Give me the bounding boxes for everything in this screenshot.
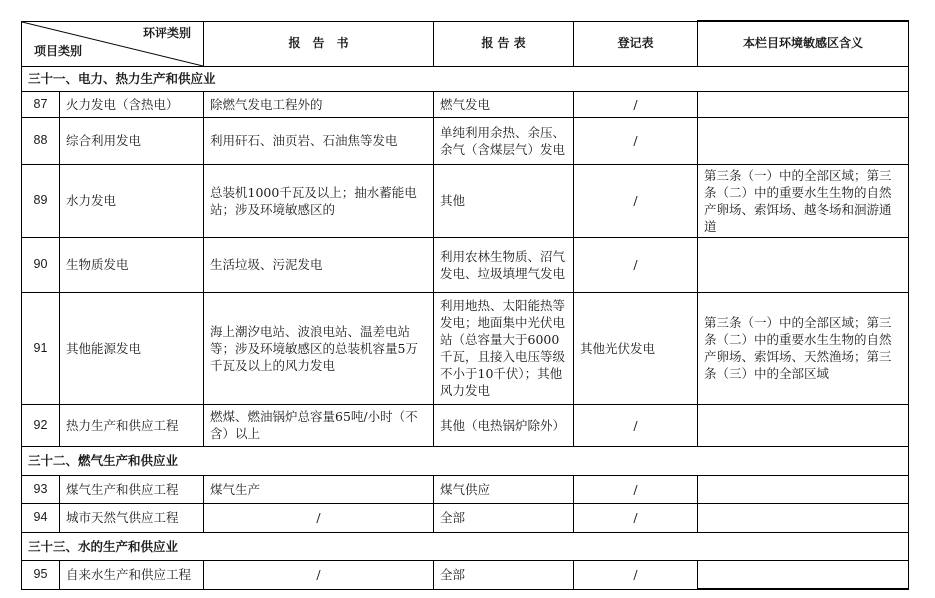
section-title: 三十三、水的生产和供应业 <box>22 532 909 560</box>
row-number: 91 <box>22 292 60 404</box>
header-eia-category: 环评类别 <box>142 25 191 40</box>
registration-cell: / <box>574 560 698 589</box>
project-name: 煤气生产和供应工程 <box>60 475 204 503</box>
row-number: 89 <box>22 164 60 237</box>
project-name: 城市天然气供应工程 <box>60 503 204 532</box>
row-number: 88 <box>22 117 60 164</box>
header-project-category: 项目类别 <box>34 43 83 58</box>
report-form-cell: 单纯利用余热、余压、余气（含煤层气）发电 <box>434 117 574 164</box>
report-form-cell: 煤气供应 <box>434 475 574 503</box>
sensitive-cell: 第三条（一）中的全部区域；第三条（二）中的重要水生生物的自然产卵场、索饵场、越冬场和洄游通道 <box>698 164 909 237</box>
row-number: 92 <box>22 404 60 446</box>
table-row <box>22 164 909 237</box>
registration-cell: / <box>574 404 698 446</box>
project-name: 火力发电（含热电） <box>60 91 204 117</box>
section-row <box>22 66 909 91</box>
header-report-book: 报 告 书 <box>204 21 434 66</box>
report-form-cell: 其他 <box>434 164 574 237</box>
registration-cell: / <box>574 475 698 503</box>
diagonal-header-cell <box>22 21 204 66</box>
header-registration: 登记表 <box>574 21 698 66</box>
header-sensitive-area: 本栏目环境敏感区含义 <box>698 21 909 66</box>
table-row <box>22 237 909 292</box>
table-row <box>22 292 909 404</box>
project-name: 综合利用发电 <box>60 117 204 164</box>
project-name: 其他能源发电 <box>60 292 204 404</box>
sensitive-cell <box>698 475 909 503</box>
row-number: 94 <box>22 503 60 532</box>
report-book-cell: 除燃气发电工程外的 <box>204 91 434 117</box>
row-number: 95 <box>22 560 60 589</box>
sensitive-cell <box>698 117 909 164</box>
table-row <box>22 475 909 503</box>
report-book-cell: 生活垃圾、污泥发电 <box>204 237 434 292</box>
section-row <box>22 532 909 560</box>
report-form-cell: 全部 <box>434 560 574 589</box>
sensitive-cell <box>698 503 909 532</box>
sensitive-cell <box>698 237 909 292</box>
sensitive-cell: 第三条（一）中的全部区域；第三条（二）中的重要水生生物的自然产卵场、索饵场、天然渔场；第三条（三）中的全部区域 <box>698 292 909 404</box>
registration-cell: 其他光伏发电 <box>574 292 698 404</box>
table-row <box>22 91 909 117</box>
registration-cell: / <box>574 164 698 237</box>
report-form-cell: 其他（电热锅炉除外） <box>434 404 574 446</box>
registration-cell: / <box>574 91 698 117</box>
project-name: 自来水生产和供应工程 <box>60 560 204 589</box>
report-book-cell: 海上潮汐电站、波浪电站、温差电站等；涉及环境敏感区的总装机容量5万千瓦及以上的风力发电 <box>204 292 434 404</box>
header-report-form: 报 告 表 <box>434 21 574 66</box>
row-number: 93 <box>22 475 60 503</box>
project-name: 热力生产和供应工程 <box>60 404 204 446</box>
report-form-cell: 利用地热、太阳能热等发电；地面集中光伏电站（总容量大于6000千瓦，且接入电压等级不小于10千伏）；其他风力发电 <box>434 292 574 404</box>
report-book-cell: 利用矸石、油页岩、石油焦等发电 <box>204 117 434 164</box>
eia-classification-table <box>21 20 909 590</box>
sensitive-cell <box>698 404 909 446</box>
sensitive-cell <box>698 91 909 117</box>
table-header-row <box>22 21 909 66</box>
table-row <box>22 404 909 446</box>
report-book-cell: 燃煤、燃油锅炉总容量65吨/小时（不含）以上 <box>204 404 434 446</box>
row-number: 87 <box>22 91 60 117</box>
sensitive-cell <box>698 560 909 589</box>
report-form-cell: 燃气发电 <box>434 91 574 117</box>
table-row <box>22 560 909 589</box>
registration-cell: / <box>574 237 698 292</box>
section-title: 三十二、燃气生产和供应业 <box>22 446 909 475</box>
report-book-cell: 总装机1000千瓦及以上；抽水蓄能电站；涉及环境敏感区的 <box>204 164 434 237</box>
report-book-cell: / <box>204 560 434 589</box>
section-row <box>22 446 909 475</box>
project-name: 生物质发电 <box>60 237 204 292</box>
section-title: 三十一、电力、热力生产和供应业 <box>22 66 909 91</box>
table-row <box>22 503 909 532</box>
registration-cell: / <box>574 117 698 164</box>
table-row <box>22 117 909 164</box>
row-number: 90 <box>22 237 60 292</box>
report-form-cell: 全部 <box>434 503 574 532</box>
report-book-cell: 煤气生产 <box>204 475 434 503</box>
project-name: 水力发电 <box>60 164 204 237</box>
report-form-cell: 利用农林生物质、沼气发电、垃圾填埋气发电 <box>434 237 574 292</box>
registration-cell: / <box>574 503 698 532</box>
report-book-cell: / <box>204 503 434 532</box>
